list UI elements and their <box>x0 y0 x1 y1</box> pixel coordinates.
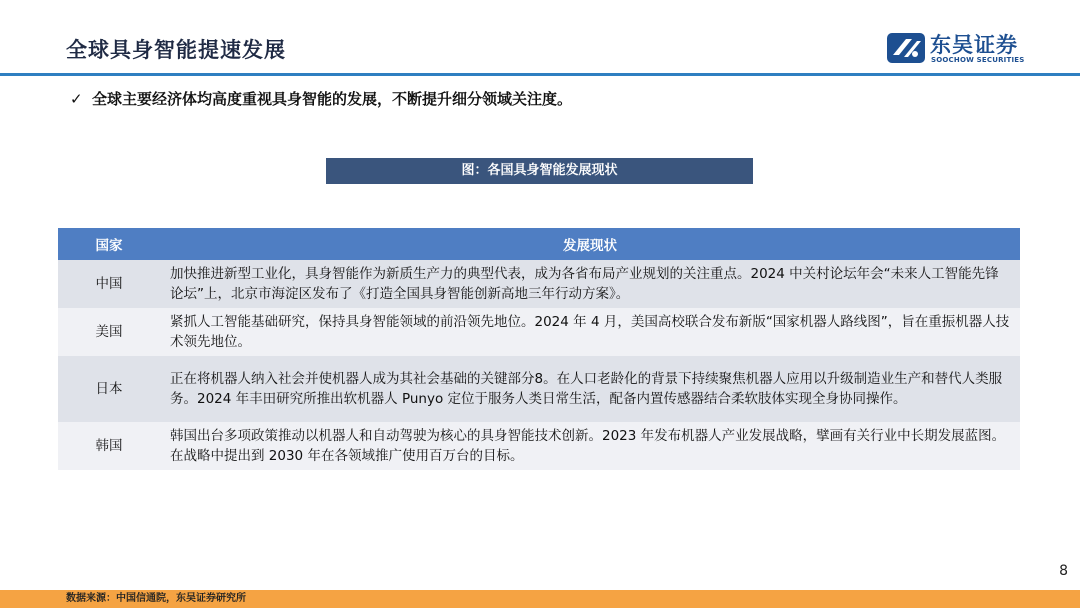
status-cell: 紧抓人工智能基础研究，保持具身智能领域的前沿领先地位。2024 年 4 月，美国高校联合发布新版“国家机器人路线图”，旨在重振机器人技术领先地位。 <box>160 308 1020 356</box>
brand-logo <box>886 29 1036 69</box>
figure-caption: 图：各国具身智能发展现状 <box>326 158 753 184</box>
brand-name: 东吴证券 <box>930 33 1018 57</box>
country-cell: 美国 <box>58 308 160 356</box>
country-cell: 日本 <box>58 356 160 422</box>
table-row <box>58 260 1020 308</box>
status-cell: 韩国出台多项政策推动以机器人和自动驾驶为核心的具身智能技术创新。2023 年发布机器人产业发展战略，擘画有关行业中长期发展蓝图。在战略中提出到 2030 年在各领域推广使用百万台的目标。 <box>160 422 1020 470</box>
table-row <box>58 308 1020 356</box>
page-title: 全球具身智能提速发展 <box>66 38 286 62</box>
soochow-logo-icon <box>886 31 926 65</box>
bullet-point <box>70 88 572 109</box>
page-number: 8 <box>1059 563 1068 579</box>
column-header-country: 国家 <box>58 228 160 260</box>
data-source: 数据来源：中国信通院，东吴证券研究所 <box>66 593 246 604</box>
bullet-text: 全球主要经济体均高度重视具身智能的发展，不断提升细分领域关注度。 <box>92 90 573 108</box>
footer-bar <box>0 590 1080 608</box>
status-cell: 正在将机器人纳入社会并使机器人成为其社会基础的关键部分8。在人口老龄化的背景下持续聚焦机器人应用以升级制造业生产和替代人类服务。2024 年丰田研究所推出软机器人 Punyo 定位于服务人类日常生活，配备内置传感器结合柔软肢体实现全身协同操作。 <box>160 356 1020 422</box>
table-header-row <box>58 228 1020 260</box>
country-cell: 中国 <box>58 260 160 308</box>
check-icon: ✓ <box>70 90 83 108</box>
header-divider <box>0 73 1080 76</box>
table-row <box>58 422 1020 470</box>
column-header-status: 发展现状 <box>160 228 1020 260</box>
country-cell: 韩国 <box>58 422 160 470</box>
status-table <box>58 228 1020 470</box>
brand-subtitle: SOOCHOW SECURITIES <box>931 56 1025 64</box>
table-row <box>58 356 1020 422</box>
status-cell: 加快推进新型工业化，具身智能作为新质生产力的典型代表，成为各省布局产业规划的关注重点。2024 中关村论坛年会“未来人工智能先锋论坛”上，北京市海淀区发布了《打造全国具身智能创新高地三年行动方案》。 <box>160 260 1020 308</box>
